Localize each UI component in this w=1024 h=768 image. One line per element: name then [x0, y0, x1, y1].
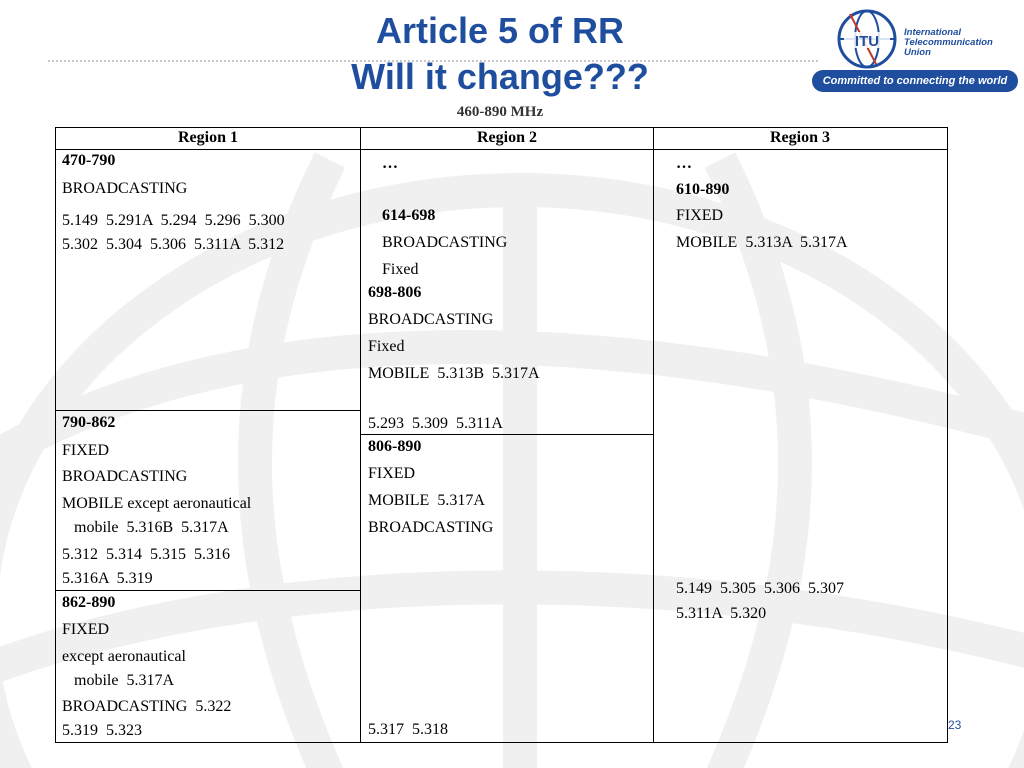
r3-footnotes-2: 5.311A 5.320	[676, 605, 767, 622]
r1-b3-service-3: BROADCASTING 5.322	[62, 698, 232, 715]
r2-b1-service-1: BROADCASTING	[382, 234, 508, 251]
r1-b3-service-1: FIXED	[62, 621, 110, 638]
r2-b2-service-1: BROADCASTING	[368, 311, 494, 328]
itu-logo-name-line1: International	[904, 27, 962, 38]
slide-title-line2: Will it change???	[351, 56, 649, 97]
r2-b2-service-2: Fixed	[368, 338, 405, 355]
itu-logo-name-line2: Telecommunication	[904, 37, 993, 48]
itu-globe-icon	[836, 8, 898, 70]
r1-b1-footnotes-1: 5.149 5.291A 5.294 5.296 5.300	[62, 212, 285, 229]
r1-band-790-862: 790-862	[62, 414, 116, 431]
r2-b3-service-1: FIXED	[368, 465, 416, 482]
itu-logo-name	[904, 28, 993, 58]
r2-b3-footnotes: 5.317 5.318	[368, 721, 448, 738]
r2-b3-service-2: MOBILE 5.317A	[368, 492, 485, 509]
r2-band-806-890: 806-890	[368, 438, 422, 455]
r3-service-1: FIXED	[676, 207, 724, 224]
itu-logo-mark-text: ITU	[854, 33, 880, 50]
header-divider	[55, 149, 947, 150]
r1-b2-service-3-line1: MOBILE except aeronautical	[62, 495, 252, 512]
header-region-1: Region 1	[178, 129, 238, 146]
title-divider	[48, 60, 818, 62]
r1-band-862-890: 862-890	[62, 594, 116, 611]
r2-b3-service-3: BROADCASTING	[368, 519, 494, 536]
r2-ellipsis: …	[382, 155, 398, 172]
r3-ellipsis: …	[676, 155, 692, 172]
region1-row-divider-2	[55, 590, 361, 591]
r1-b2-service-3-line2: mobile 5.316B 5.317A	[62, 519, 229, 536]
r2-band-614-698: 614-698	[382, 207, 436, 224]
header-region-3: Region 3	[770, 129, 830, 146]
r1-b2-service-2: BROADCASTING	[62, 468, 188, 485]
frequency-range-subtitle: 460-890 MHz	[456, 104, 544, 120]
slide-title-line1: Article 5 of RR	[375, 10, 625, 51]
slide-title	[300, 8, 700, 100]
r2-b2-service-3: MOBILE 5.313B 5.317A	[368, 365, 540, 382]
r1-b3-footnotes: 5.319 5.323	[62, 722, 142, 739]
itu-logo-name-line3: Union	[904, 47, 931, 58]
r2-band-698-806: 698-806	[368, 284, 422, 301]
page-number: 23	[948, 718, 962, 732]
r1-b3-service-2-line1: except aeronautical	[62, 648, 186, 665]
region1-row-divider-1	[55, 410, 361, 411]
r3-footnotes-1: 5.149 5.305 5.306 5.307	[676, 580, 844, 597]
r3-service-2: MOBILE 5.313A 5.317A	[676, 234, 848, 251]
r2-b2-footnotes: 5.293 5.309 5.311A	[368, 415, 503, 432]
r1-b3-service-2-line2: mobile 5.317A	[62, 672, 174, 689]
itu-logo	[808, 2, 1020, 94]
r1-b2-footnotes-1: 5.312 5.314 5.315 5.316	[62, 546, 230, 563]
region2-row-divider	[360, 434, 654, 435]
r1-b1-service-1: BROADCASTING	[62, 180, 188, 197]
r2-b1-service-2: Fixed	[382, 261, 419, 278]
r3-band-610-890: 610-890	[676, 181, 730, 198]
r1-b2-footnotes-2: 5.316A 5.319	[62, 570, 153, 587]
header-region-2: Region 2	[477, 129, 537, 146]
itu-tagline-banner: Committed to connecting the world	[812, 70, 1018, 92]
r1-b2-service-1: FIXED	[62, 442, 110, 459]
r1-b1-footnotes-2: 5.302 5.304 5.306 5.311A 5.312	[62, 236, 285, 253]
r1-band-470-790: 470-790	[62, 152, 116, 169]
